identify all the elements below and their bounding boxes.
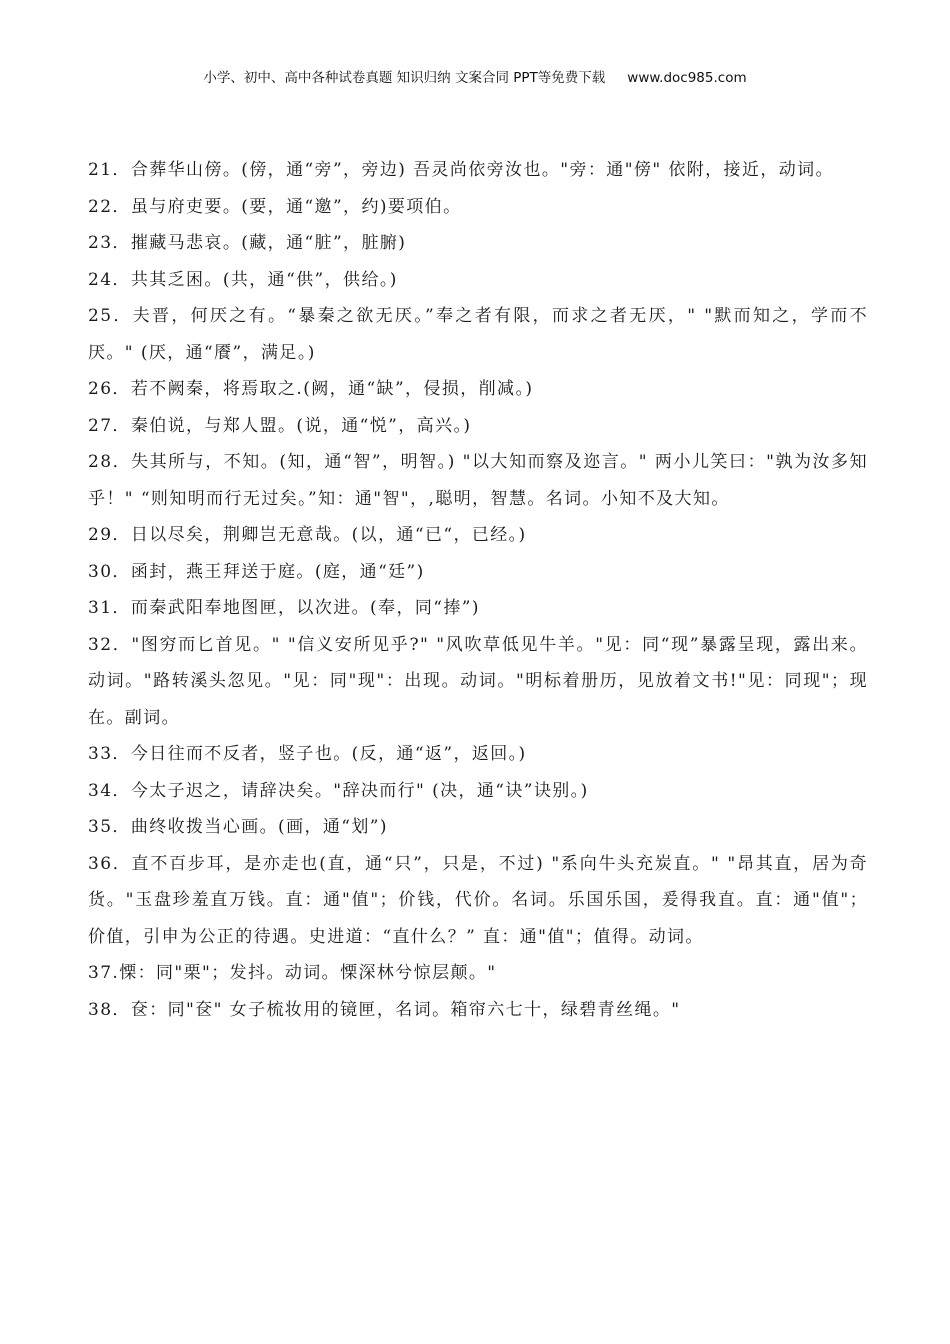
header-title: 小学、初中、高中各种试卷真题 知识归纳 文案合同 PPT等免费下载	[203, 70, 606, 86]
entry-33: 33．今日往而不反者，竖子也。(反，通“返”，返回。)	[88, 744, 527, 764]
entry-21: 21．合葬华山傍。(傍，通“旁”，旁边) 吾灵尚依旁汝也。"旁：通"傍" 依附，接近，动词。	[88, 160, 834, 180]
entries-list	[88, 152, 868, 1028]
entry-29: 29．日以尽矣，荆卿岂无意哉。(以，通“已“，已经。)	[88, 525, 527, 545]
entry-38: 38．奁：同"奁" 女子梳妆用的镜匣，名词。箱帘六七十，绿碧青丝绳。"	[88, 999, 681, 1020]
header-url[interactable]: www.doc985.com	[627, 70, 747, 86]
entry-31: 31．而秦武阳奉地图匣，以次进。(奉，同“捧”)	[88, 598, 480, 618]
entry-37: 37.慄：同"栗"；发抖。动词。慄深林兮惊层颠。"	[88, 963, 497, 983]
entry-35: 35．曲终收拨当心画。(画，通“划”)	[88, 817, 388, 837]
entry-26: 26．若不阙秦，将焉取之.(阙，通“缺”，侵损，削减。)	[88, 379, 534, 399]
entry-30: 30．函封，燕王拜送于庭。(庭，通“廷”)	[88, 561, 425, 582]
entry-27: 27．秦伯说，与郑人盟。(说，通“悦”，高兴。)	[88, 415, 472, 436]
entry-24: 24．共其乏困。(共，通“供”，供给。)	[88, 269, 398, 290]
entry-25: 25．夫晋，何厌之有。“暴秦之欲无厌。”奉之者有限，而求之者无厌，" "默而知之，学而不厌。" (厌，通“餍”，满足。)	[88, 306, 868, 363]
entry-28: 28．失其所与，不知。(知，通“智”，明智。) "以大知而察及迩言。" 两小儿笑曰："孰为汝多知乎！" “则知明而行无过矣。”知：通"智"，,聪明，智慧。名词。小知不及大知。	[88, 452, 868, 509]
page-header	[0, 66, 950, 86]
entry-36: 36．直不百步耳，是亦走也(直，通“只”，只是，不过) "系向牛头充炭直。" "昂其直，居为奇货。"玉盘珍羞直万钱。直：通"值"；价钱，代价。名词。乐国乐国，爰得我直。直：通"值"；价值，引申为公正的待遇。史进道：“直什么？” 直：通"值"；值得。动词。	[88, 853, 868, 947]
entry-32: 32．"图穷而匕首见。" "信义安所见乎?" "风吹草低见牛羊。"见：同“现”暴露呈现，露出来。动词。"路转溪头忽见。"见：同"现"：出现。动词。"明标着册历，见放着文书!"见：同现"；现在。副词。	[88, 634, 868, 728]
entry-34: 34．今太子迟之，请辞决矣。"辞决而行" (决，通“诀”诀别。)	[88, 780, 589, 801]
entry-23: 23．摧藏马悲哀。(藏，通“脏”，脏腑)	[88, 233, 407, 253]
entry-22: 22．虽与府吏要。(要，通“邀”，约)要项伯。	[88, 196, 462, 217]
